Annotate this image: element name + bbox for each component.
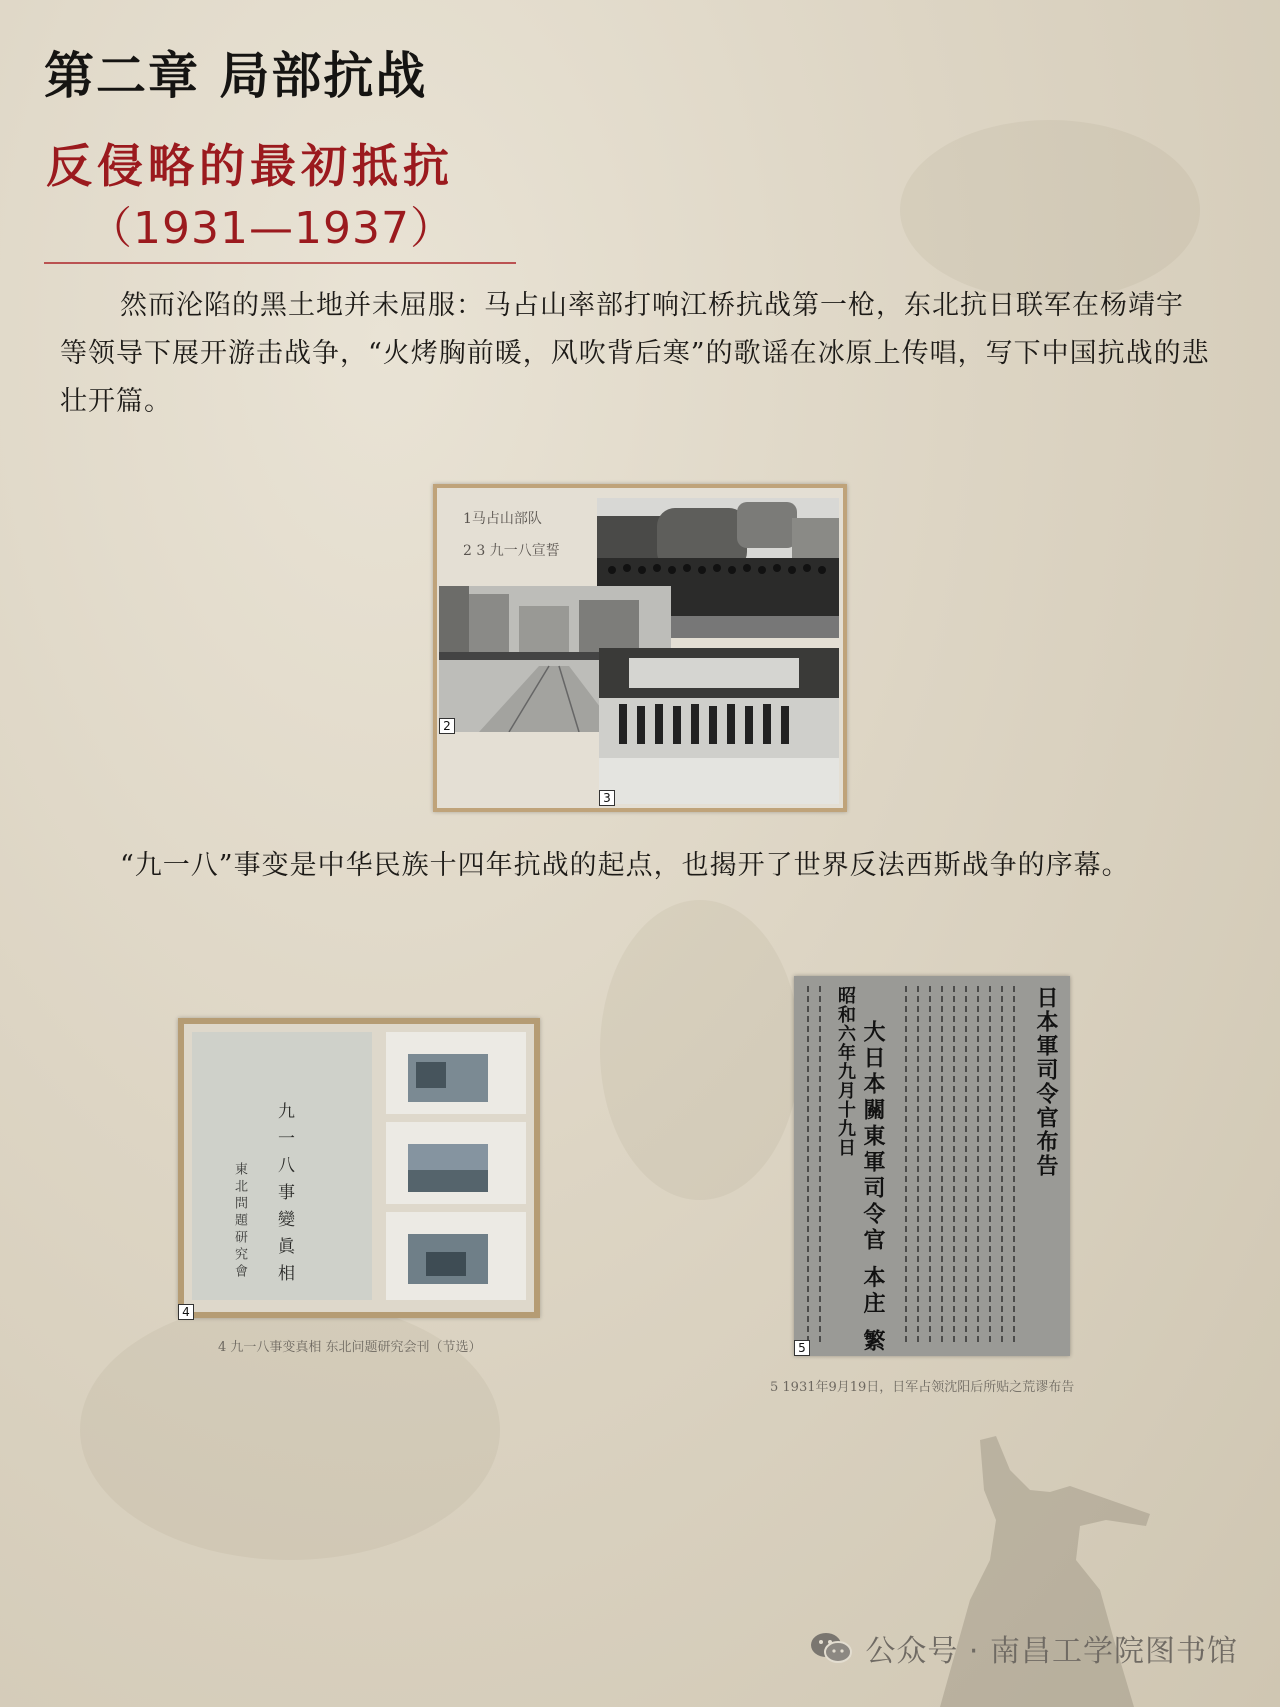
section-years: （1931—1937） [88, 203, 455, 254]
section-title: 反侵略的最初抵抗 [46, 139, 454, 193]
photo-5-caption: 5 1931年9月19日，日军占领沈阳后所贴之荒谬布告 [770, 1380, 1075, 1395]
notice-signer: 大日本關東軍司令官 本庄 繁 [860, 1020, 886, 1356]
paragraph-intro: 然而沦陷的黑土地并未屈服：马占山率部打响江桥抗战第一枪，东北抗日联军在杨靖宇等领导下展开游击战争，“火烤胸前暖，风吹背后寒”的歌谣在冰原上传唱，写下中国抗战的悲壮开篇。 [60, 290, 1210, 417]
photo-label-4: 4 [178, 1304, 194, 1320]
wechat-icon [809, 1630, 853, 1666]
notice-heading: 日本軍司令官布告 [1033, 986, 1059, 1178]
footer-text: 公众号 · 南昌工学院图书馆 [865, 1634, 1238, 1669]
collage-caption-2: 2 3 九一八宣誓 [463, 543, 560, 559]
book-excerpt-page-1 [386, 1032, 526, 1114]
book-cover [192, 1032, 372, 1300]
footer-account [809, 1626, 1238, 1670]
photo-label-3: 3 [599, 790, 615, 806]
book-title: 九一八事變眞相 [274, 1102, 294, 1291]
paper-stain [900, 120, 1200, 300]
photo-4-caption: 4 九一八事变真相 东北问题研究会刊（节选） [218, 1340, 482, 1355]
book-excerpt-page-2 [386, 1122, 526, 1204]
photo-japanese-army-notice [794, 976, 1070, 1356]
collage-caption-1: 1马占山部队 [463, 511, 542, 527]
book-publisher: 東北問題研究會 [232, 1162, 247, 1281]
notice-date: 昭和六年九月十九日 [835, 986, 856, 1157]
paper-stain [600, 900, 800, 1200]
photo-oath-gathering [599, 648, 839, 804]
photo-book-truth-of-918 [178, 1018, 540, 1318]
photo-label-2: 2 [439, 718, 455, 734]
book-excerpt-page-3 [386, 1212, 526, 1300]
photo-label-5: 5 [794, 1340, 810, 1356]
photo-collage [433, 484, 847, 812]
title-divider [44, 262, 516, 264]
paragraph-start-of-war: “九一八”事变是中华民族十四年抗战的起点，也揭开了世界反法西斯战争的序幕。 [120, 850, 1130, 881]
chapter-title: 第二章 局部抗战 [44, 47, 428, 105]
